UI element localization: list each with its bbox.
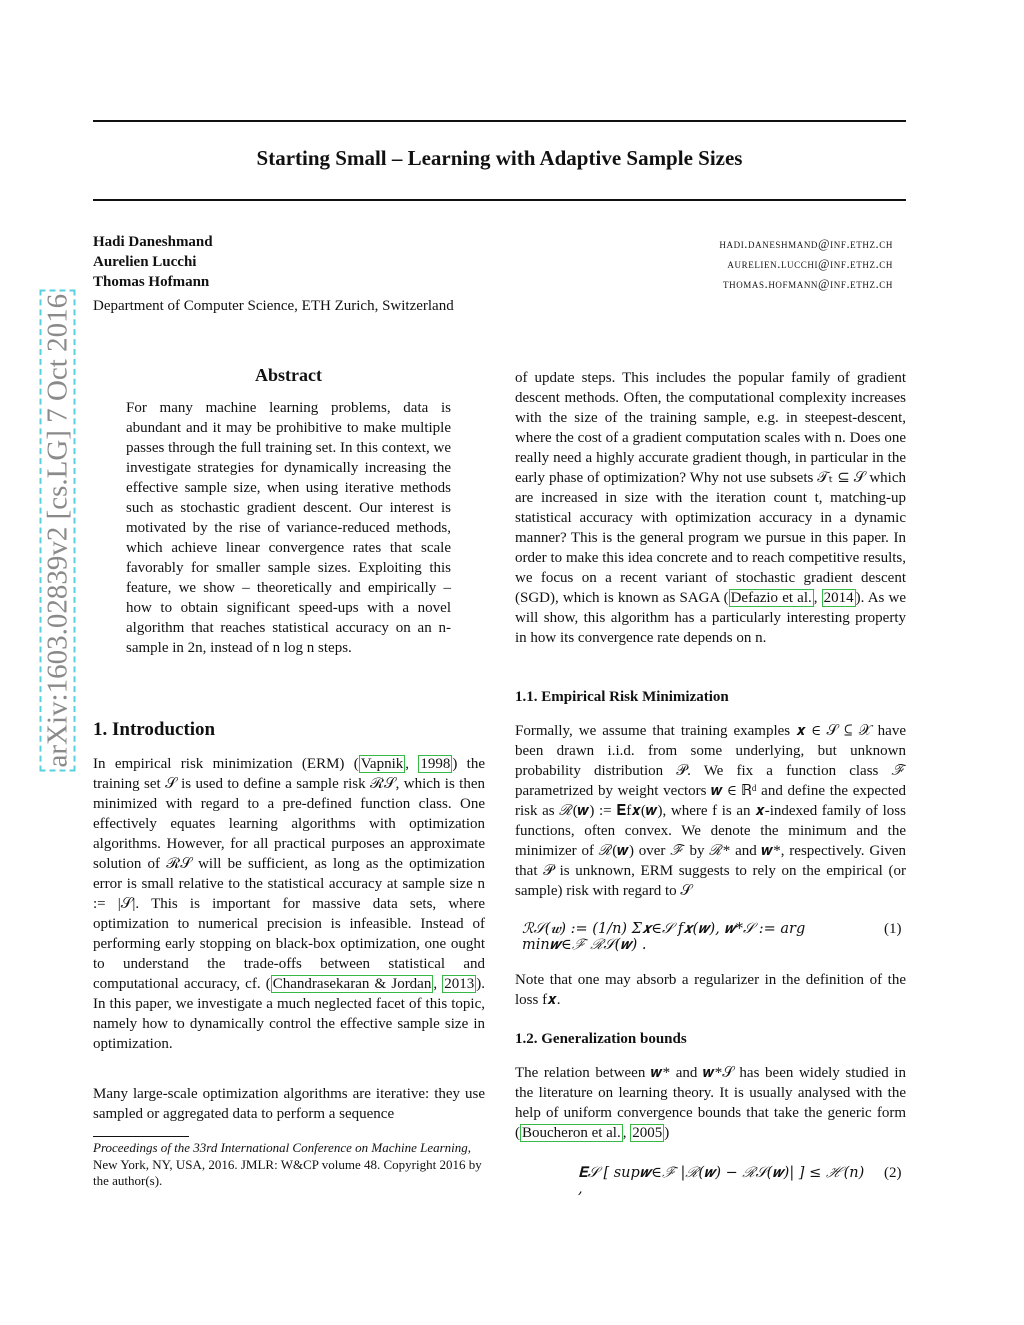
equation-2-number: (2) xyxy=(884,1165,902,1181)
text-run: The relation between 𝒘* and 𝒘*𝒮 has been widely studied in the literature on learning theory. It is usually analysed with the help of uniform convergence bounds that take the generic form ( xyxy=(515,1065,906,1141)
generalization-paragraph xyxy=(515,1063,906,1143)
citation-year-link[interactable]: 1998 xyxy=(420,756,451,772)
regularizer-note: Note that one may absorb a regularizer in the definition of the loss f𝒙. xyxy=(515,972,906,1008)
author-name: Hadi Daneshmand xyxy=(93,234,213,250)
title-rule xyxy=(93,199,906,201)
arxiv-stamp[interactable] xyxy=(36,293,80,772)
author-name: Aurelien Lucchi xyxy=(93,254,197,270)
footnote-rule xyxy=(93,1136,189,1137)
citation-year-link[interactable]: 2014 xyxy=(823,590,854,606)
citation-link[interactable]: Chandrasekaran & Jordan xyxy=(272,976,432,992)
text-run: ). In this paper, we investigate a much neglected facet of this topic, namely how to dynamically control the effective sample size in optimization. xyxy=(93,976,485,1052)
text-run: of update steps. This includes the popular family of gradient descent methods. Often, the computational complexity increases with the size of the training sample, e.g. in steepest-descent, where the cost of a gradient computation scales with n. Does one really need a highly accurate gradient though, in particular in the early phase of optimization? Why not use subsets 𝒯ₜ ⊆ 𝒮 which are increased in size with the iteration count t, matching-up statistical accuracy with optimization accuracy in a dynamic manner? This is the general program we pursue in this paper. In order to make this idea concrete and to reach competitive results, we focus on a recent variant of stochastic gradient descent (SGD), which is known as SAGA ( xyxy=(515,370,906,606)
text-run: , xyxy=(405,756,419,772)
arxiv-id-link[interactable]: arXiv:1603.02839v2 [cs.LG] 7 Oct 2016 xyxy=(40,290,76,772)
citation-author[interactable]: Vapnik xyxy=(360,756,404,772)
author-email[interactable]: aurelien.lucchi@inf.ethz.ch xyxy=(727,257,893,271)
text-run: , xyxy=(433,976,443,992)
footnote xyxy=(93,1140,488,1190)
subsection-heading-generalization: 1.2. Generalization bounds xyxy=(515,1031,687,1047)
intro-paragraph-1 xyxy=(93,754,485,1054)
author-email[interactable]: hadi.daneshmand@inf.ethz.ch xyxy=(719,237,893,251)
text-run: ). As we will show, this algorithm has a particularly interesting property in how its convergence rate depends on n. xyxy=(515,590,906,646)
citation-link[interactable]: Defazio et al. xyxy=(730,590,812,606)
top-rule xyxy=(93,120,906,122)
abstract-heading: Abstract xyxy=(255,365,322,385)
footnote-venue: Proceedings of the 33rd International Conference on Machine Learning xyxy=(93,1140,468,1155)
text-run: ) the training set 𝒮 is used to define a sample risk ℛ𝒮, which is then minimized with regard to a pre-defined function class. One effectively equates learning algorithms with optimization algorithms. However, for all practical purposes an approximate solution of ℛ𝒮 will be sufficient, as long as the optimization error is small relative to the statistical accuracy at sample size n := |𝒮|. This is important for massive data sets, where optimization to numerical precision is infeasible. Instead of performing early stopping on black-box optimization, one ought to understand the trade-offs between statistical and computational accuracy, cf. ( xyxy=(93,756,485,992)
affiliation: Department of Computer Science, ETH Zurich, Switzerland xyxy=(93,298,454,314)
citation-year-link[interactable]: 2005 xyxy=(632,1125,663,1141)
right-paragraph-1 xyxy=(515,368,906,648)
intro-paragraph-2: Many large-scale optimization algorithms are iterative: they use sampled or aggregated data to perform a sequence xyxy=(93,1086,485,1122)
equation-1: ℛ𝒮(𝒘) := (1/n) Σ𝒙∈𝒮 f𝒙(𝒘), 𝒘*𝒮 := arg min𝒘∈ℱ ℛ𝒮(𝒘) . xyxy=(522,921,806,953)
citation-link[interactable] xyxy=(359,755,406,773)
equation-1-number: (1) xyxy=(884,921,902,937)
author-name: Thomas Hofmann xyxy=(93,274,210,290)
subsection-heading-erm: 1.1. Empirical Risk Minimization xyxy=(515,689,729,705)
citation-year-link[interactable]: 2013 xyxy=(444,976,475,992)
text-run: , xyxy=(813,590,822,606)
author-email[interactable]: thomas.hofmann@inf.ethz.ch xyxy=(723,277,893,291)
citation-link[interactable]: Boucheron et al. xyxy=(522,1125,621,1141)
paper-title: Starting Small – Learning with Adaptive Sample Sizes xyxy=(256,146,743,170)
text-run: , xyxy=(622,1125,631,1141)
footnote-rest: , New York, NY, USA, 2016. JMLR: W&CP volume 48. Copyright 2016 by the author(s). xyxy=(93,1140,482,1188)
abstract-text: For many machine learning problems, data is abundant and it may be prohibitive to make multiple passes through the full training set. In this context, we investigate strategies for dynamically increasing the effective sample size, when using iterative methods such as stochastic gradient descent. Our interest is motivated by the rise of variance-reduced methods, which achieve linear convergence rates that scale favorably for smaller sample sizes. Exploiting this feature, we show – theoretically and empirically – how to obtain significant speed-ups with a novel algorithm that reaches statistical accuracy on an n-sample in 2n, instead of n log n steps. xyxy=(126,400,451,656)
text-run: ) xyxy=(664,1125,670,1141)
erm-paragraph: Formally, we assume that training examples 𝒙 ∈ 𝒮 ⊆ 𝒳 have been drawn i.i.d. from some underlying, but unknown probability distribution 𝒫. We fix a function class ℱ parametrized by weight vectors 𝒘 ∈ ℝᵈ and define the expected risk as ℛ(𝒘) := 𝐄f𝒙(𝒘), where f is an 𝒙-indexed family of loss functions, often convex. We denote the minimum and the minimizer of ℛ(𝒘) over ℱ by ℛ* and 𝒘*, respectively. Given that 𝒫 is unknown, ERM suggests to rely on the empirical (or sample) risk with regard to 𝒮 xyxy=(515,723,906,899)
text-run: In empirical risk minimization (ERM) ( xyxy=(93,756,359,772)
equation-2: 𝐄𝒮 [ sup𝒘∈ℱ |ℛ(𝒘) − ℛ𝒮(𝒘)| ] ≤ ℋ(n) , xyxy=(578,1165,865,1197)
section-heading-introduction: 1. Introduction xyxy=(93,719,216,740)
